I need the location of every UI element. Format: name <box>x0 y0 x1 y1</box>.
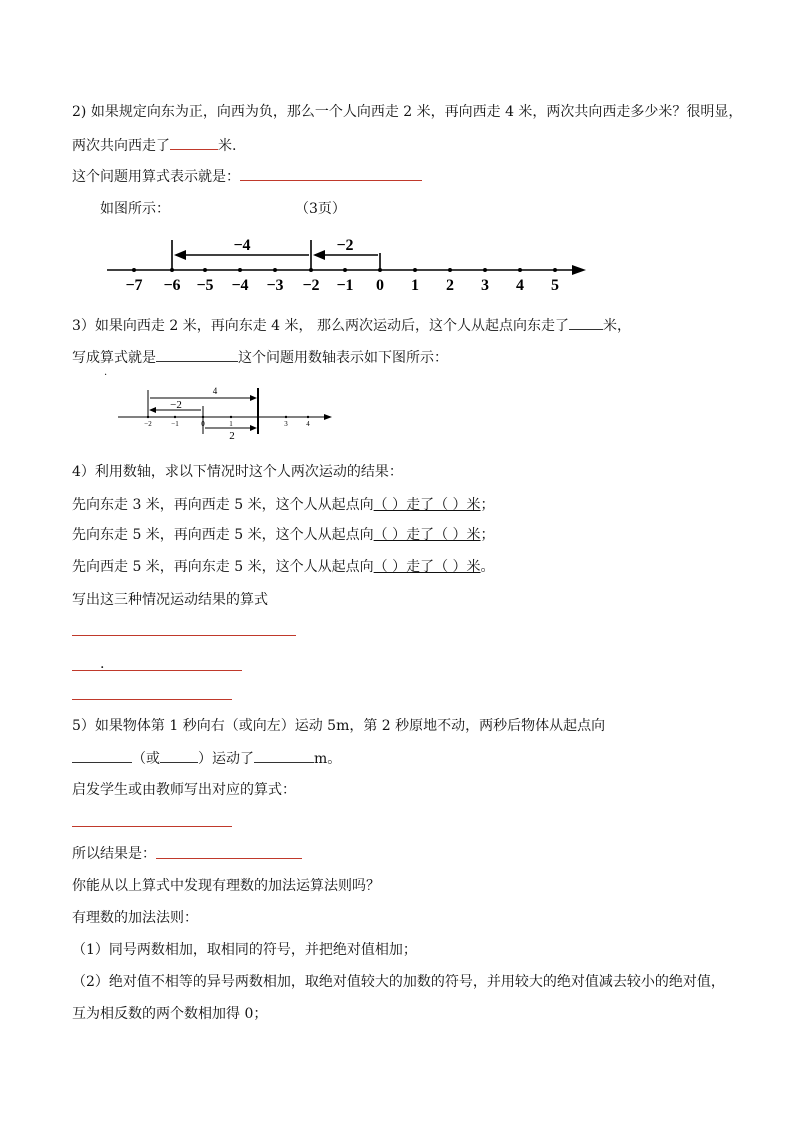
number-line-1 <box>0 228 794 300</box>
q4-dot: . <box>100 656 105 672</box>
arrow-2-top-label: 4 <box>212 386 218 396</box>
q3-line1 <box>72 316 631 335</box>
tick-dot-2 <box>174 416 176 418</box>
q5-line2-mid2: ）运动了 <box>198 751 254 767</box>
tick-label-2: −1 <box>171 420 179 428</box>
rule-3: 互为相反数的两个数相加得 0； <box>72 1006 268 1022</box>
tick-dot <box>170 268 174 272</box>
tick-dot-2 <box>307 416 309 418</box>
q5-line1: 5）如果物体第 1 秒向右（或向左）运动 5m，第 2 秒原地不动，两秒后物体从起点向 <box>72 718 606 734</box>
tick-dot-2 <box>230 416 232 418</box>
q4-case-3-blanks[interactable]: （ ）走了（ ）米 <box>373 559 481 575</box>
tick-label: −7 <box>125 277 143 294</box>
tick-dot <box>413 268 417 272</box>
q5-line2-mid1: （或 <box>132 751 160 767</box>
arrow-2-top-head <box>250 395 257 401</box>
tick-label: −4 <box>231 277 249 294</box>
tick-dot <box>553 268 557 272</box>
arrow-2-bottom-head <box>250 425 257 431</box>
q4-case-1-end: ； <box>480 497 495 513</box>
q3-mark: . <box>104 367 108 378</box>
tick-dot-2 <box>147 416 149 418</box>
q4-expr-blank-2[interactable] <box>72 670 242 671</box>
axis-arrowhead <box>572 265 586 275</box>
tick-label: −2 <box>302 277 320 294</box>
q3-line2 <box>72 348 448 367</box>
tick-label-2: 3 <box>284 420 288 428</box>
q5-distance-blank[interactable] <box>254 749 314 763</box>
arrow-2-left-label: −2 <box>170 399 182 411</box>
q5-result-blank[interactable] <box>156 858 302 859</box>
q5-result-label: 所以结果是： <box>72 846 156 862</box>
tick-label: 5 <box>551 277 559 294</box>
q2-line2-suffix: 米. <box>218 138 237 154</box>
tick-dot <box>483 268 487 272</box>
tick-label: 1 <box>411 277 419 294</box>
rules-title: 有理数的加法法则： <box>72 910 198 926</box>
tick-label: −3 <box>266 277 284 294</box>
tick-label: −6 <box>163 277 181 294</box>
tick-label-2: −2 <box>144 420 152 428</box>
q5-direction-blank[interactable] <box>72 749 132 763</box>
arrow-2-bottom-label: 2 <box>229 430 235 442</box>
arrow-minus-4-label: −4 <box>233 237 251 254</box>
tick-dot <box>309 268 313 272</box>
q2-line1: 2) 如果规定向东为正，向西为负，那么一个人向西走 2 米，再向西走 4 米，两次共向西走多少米？很明显， <box>72 104 743 120</box>
q3-expr-blank[interactable] <box>156 348 238 362</box>
q2-expr-prompt: 这个问题用算式表示就是： <box>72 169 240 185</box>
q3-line1-prefix: 3）如果向西走 2 米，再向东走 4 米， 那么两次运动后，这个人从起点向东走了 <box>72 318 569 334</box>
q2-line2 <box>72 136 236 155</box>
q4-case-2-blanks[interactable]: （ ）走了（ ）米 <box>373 527 481 543</box>
arrow-minus-2-head <box>313 250 325 260</box>
q3-line2-suffix: 这个问题用数轴表示如下图所示： <box>238 350 448 366</box>
q5-line2-end: m。 <box>314 751 342 767</box>
arrow-minus-4-head <box>174 250 186 260</box>
tick-dot <box>132 268 136 272</box>
q3-answer-blank[interactable] <box>569 316 603 330</box>
q5-prompt: 启发学生或由教师写出对应的算式： <box>72 782 296 798</box>
q4-case-2-end: ； <box>480 527 495 543</box>
tick-label: 4 <box>516 277 524 294</box>
q4-case-2 <box>72 526 495 544</box>
tick-label: −1 <box>336 277 354 294</box>
q4-title: 4）利用数轴，求以下情况时这个人两次运动的结果： <box>72 464 403 480</box>
q2-expr-line <box>72 168 240 186</box>
rule-1: （1）同号两数相加，取相同的符号，并把绝对值相加； <box>72 942 417 958</box>
q4-case-1-blanks[interactable]: （ ）走了（ ）米 <box>373 497 481 513</box>
tick-label: 2 <box>446 277 454 294</box>
q3-line1-suffix: 米， <box>602 318 631 334</box>
q2-answer-blank[interactable] <box>170 136 218 150</box>
q5-line2 <box>72 749 341 768</box>
tick-dot-2 <box>285 416 287 418</box>
q2-page-ref: （3页） <box>295 201 346 217</box>
tick-label-2: 0 <box>201 420 205 428</box>
q4-case-3 <box>72 558 495 576</box>
q4-case-1-text: 先向东走 3 米，再向西走 5 米，这个人从起点向 <box>72 497 374 513</box>
rules-question: 你能从以上算式中发现有理数的加法运算法则吗？ <box>72 878 380 894</box>
tick-label-2: 4 <box>306 420 310 428</box>
q2-line2-prefix: 两次共向西走了 <box>72 138 170 154</box>
q4-expr-blank-1[interactable] <box>72 635 296 636</box>
number-line-2 <box>110 382 340 442</box>
q4-summary: 写出这三种情况运动结果的算式 <box>72 592 268 608</box>
axis-arrowhead-2 <box>324 414 332 420</box>
tick-label: 3 <box>481 277 489 294</box>
q4-expr-blank-3[interactable] <box>72 699 232 700</box>
q3-line2-prefix: 写成算式就是 <box>72 350 156 366</box>
tick-dot <box>343 268 347 272</box>
tick-dot <box>518 268 522 272</box>
q4-case-2-text: 先向东走 5 米，再向西走 5 米，这个人从起点向 <box>72 527 374 543</box>
tick-dot <box>273 268 277 272</box>
tick-label: −5 <box>196 277 214 294</box>
q5-result-line <box>72 845 156 863</box>
tick-dot <box>448 268 452 272</box>
rule-2: （2）绝对值不相等的异号两数相加，取绝对值较大的加数的符号，并用较大的绝对值减去较小的绝对值， <box>72 974 725 990</box>
q5-alt-direction-blank[interactable] <box>160 749 198 763</box>
tick-dot <box>238 268 242 272</box>
tick-group <box>125 268 559 294</box>
tick-dot <box>378 268 382 272</box>
q4-case-1 <box>72 496 495 514</box>
tick-label-2: 1 <box>229 420 233 428</box>
arrow-minus-2-label: −2 <box>336 237 354 254</box>
arrow-2-left-head <box>149 407 156 413</box>
tick-label: 0 <box>376 277 384 294</box>
q4-case-3-end: 。 <box>480 559 495 575</box>
tick-dot-2 <box>202 416 204 418</box>
tick-group-2 <box>144 416 310 428</box>
q2-expr-blank[interactable] <box>240 180 422 181</box>
q5-expr-blank[interactable] <box>72 826 232 827</box>
q4-case-3-text: 先向西走 5 米，再向东走 5 米，这个人从起点向 <box>72 559 374 575</box>
tick-dot <box>203 268 207 272</box>
q2-figure-caption: 如图所示： <box>100 201 170 217</box>
